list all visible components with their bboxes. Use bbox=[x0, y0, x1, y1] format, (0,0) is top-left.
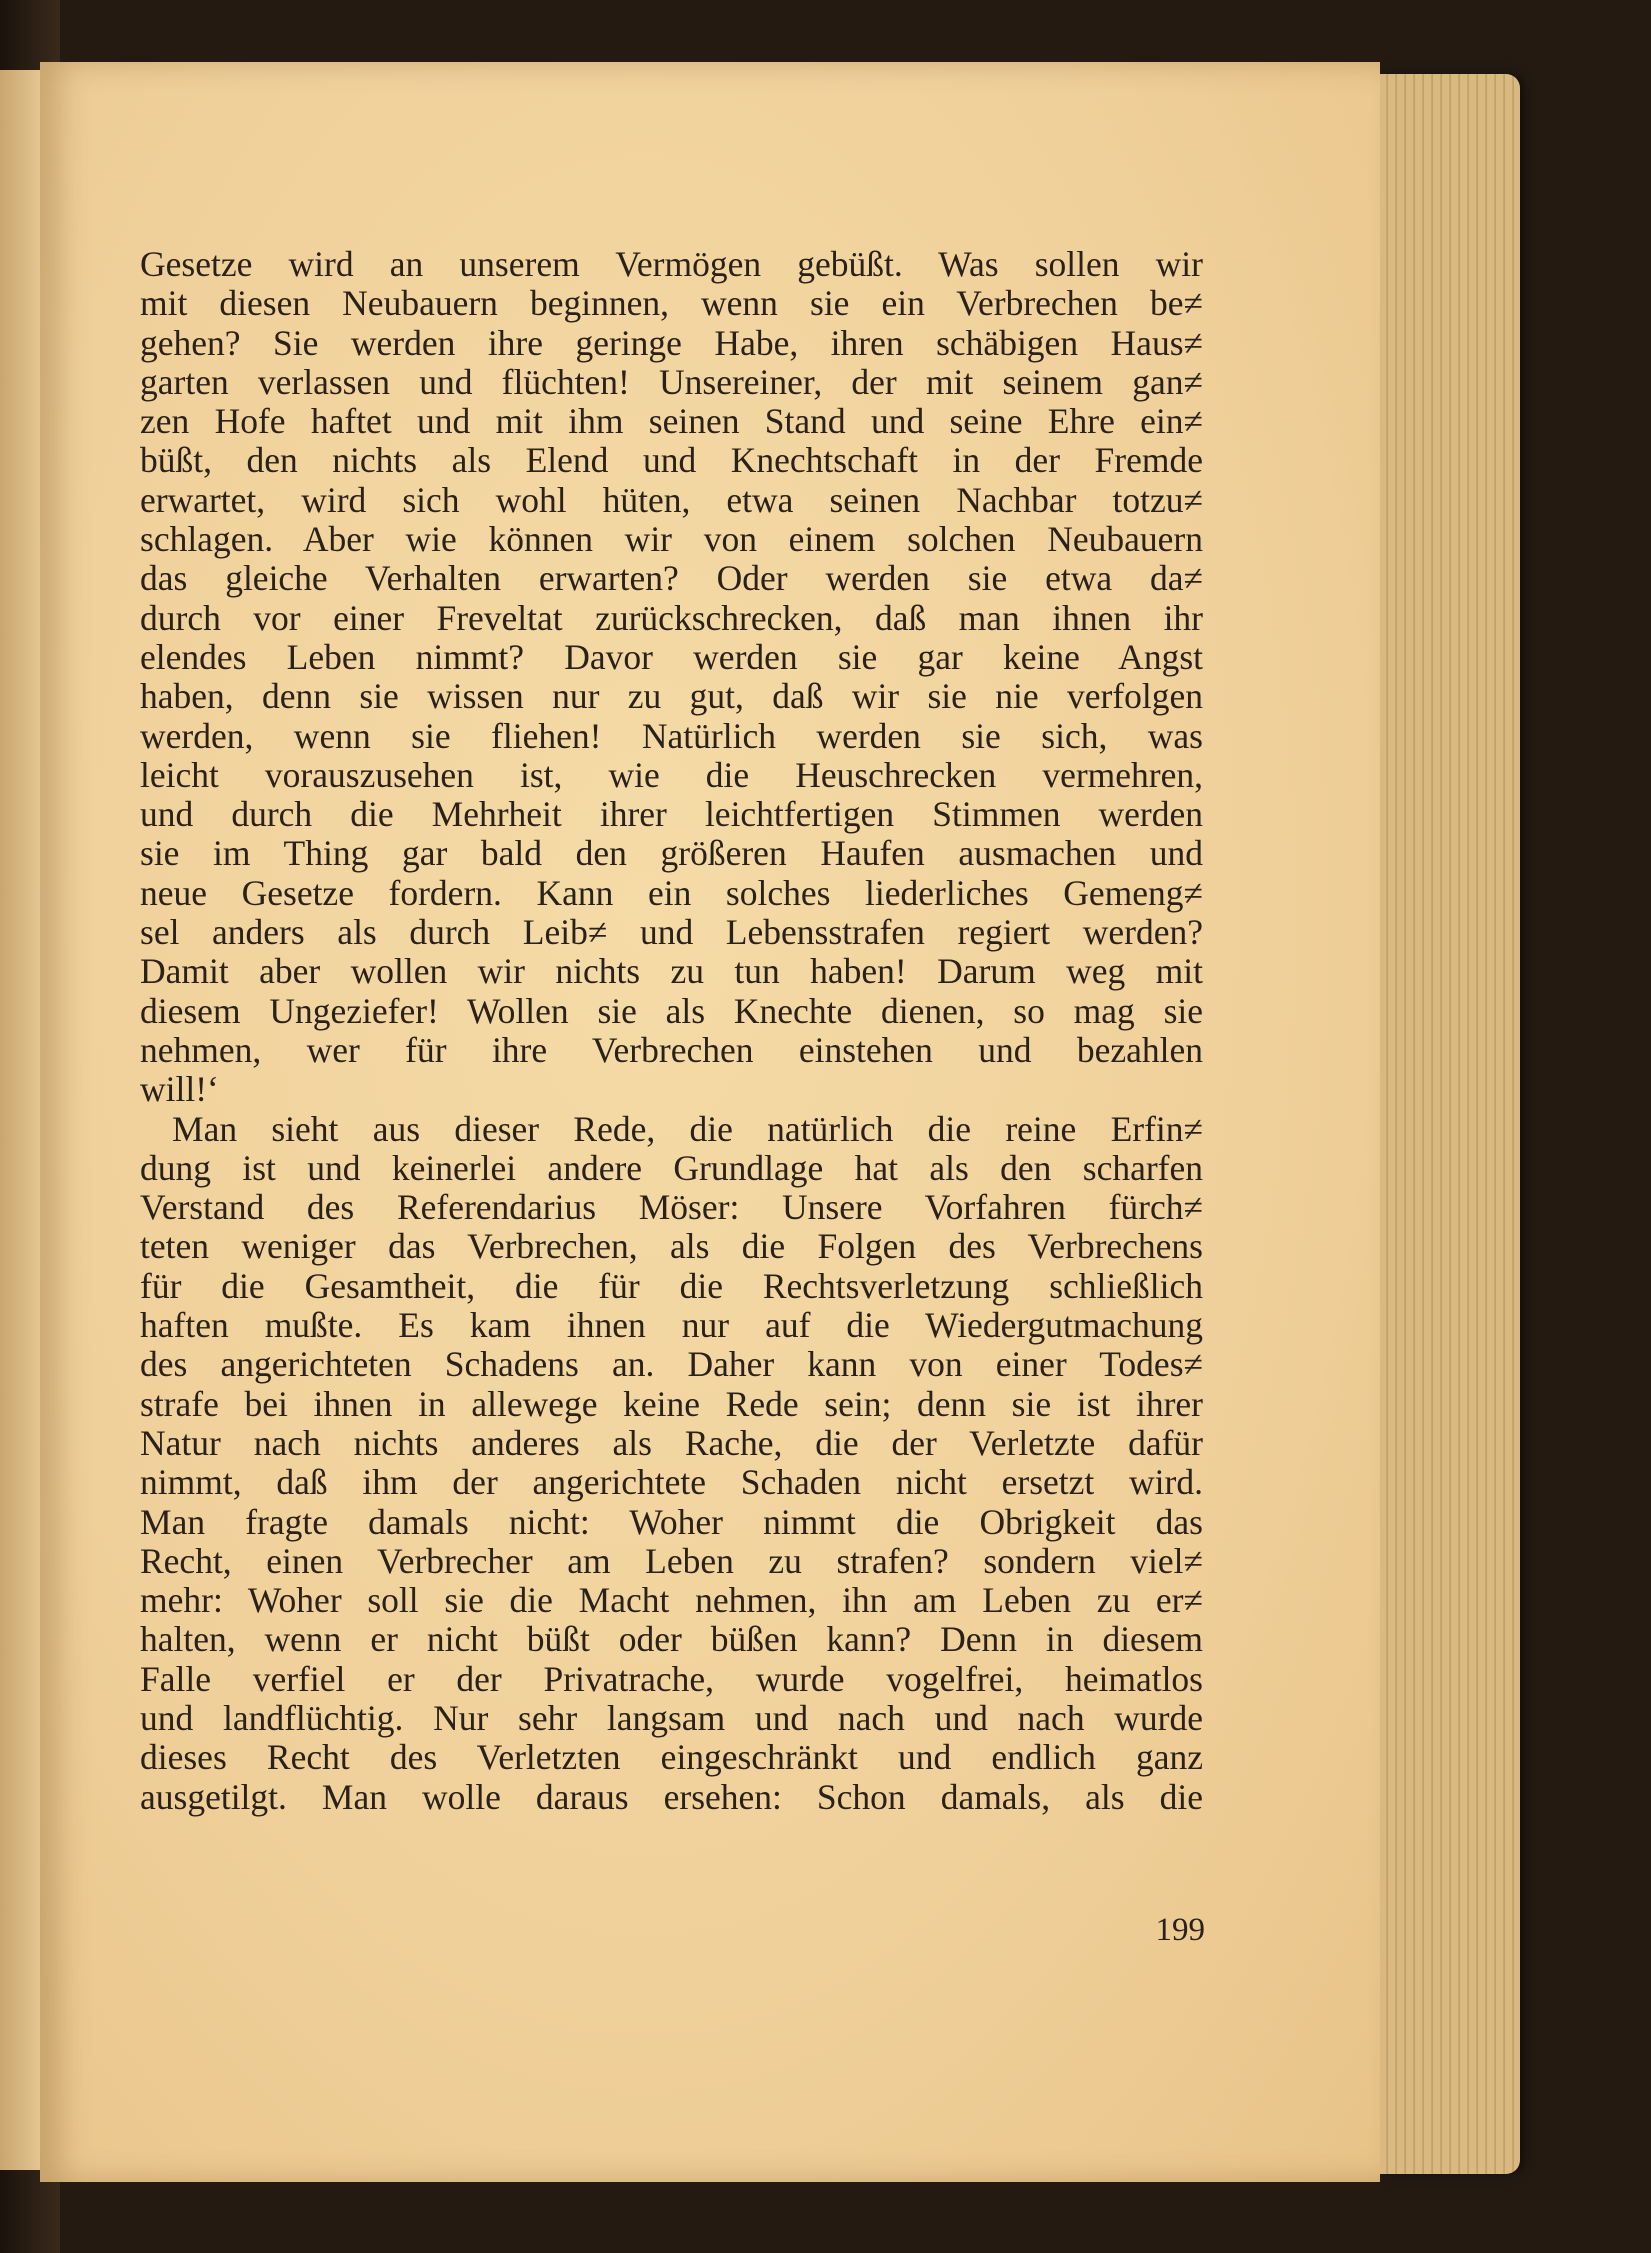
text-line: sel anders als durch Leib≠ und Lebensstrafen regiert werden? bbox=[140, 912, 1203, 953]
text-line: das gleiche Verhalten erwarten? Oder werden sie etwa da≠ bbox=[140, 558, 1203, 599]
text-line: teten weniger das Verbrechen, als die Folgen des Verbrechens bbox=[140, 1226, 1203, 1267]
text-line: elendes Leben nimmt? Davor werden sie gar keine Angst bbox=[140, 636, 1203, 677]
text-line: Natur nach nichts anderes als Rache, die der Verletzte dafür bbox=[140, 1422, 1203, 1463]
text-line: halten, wenn er nicht büßt oder büßen kann? Denn in diesem bbox=[140, 1619, 1203, 1660]
text-line: Recht, einen Verbrecher am Leben zu strafen? sondern viel≠ bbox=[140, 1540, 1203, 1581]
text-line: Man fragte damals nicht: Woher nimmt die Obrigkeit das bbox=[140, 1501, 1203, 1542]
page-stack-edge bbox=[1380, 74, 1520, 2174]
text-line: dieses Recht des Verletzten eingeschränkt und endlich ganz bbox=[140, 1737, 1203, 1778]
text-line: durch vor einer Freveltat zurückschrecken, daß man ihnen ihr bbox=[140, 597, 1203, 638]
text-line: des angerichteten Schadens an. Daher kann von einer Todes≠ bbox=[140, 1344, 1203, 1385]
page-number: 199 bbox=[1155, 1912, 1205, 1948]
text-line: Gesetze wird an unserem Vermögen gebüßt. Was sollen wir bbox=[140, 244, 1203, 284]
text-line: mehr: Woher soll sie die Macht nehmen, ihn am Leben zu er≠ bbox=[140, 1580, 1203, 1621]
text-line: werden, wenn sie fliehen! Natürlich werden sie sich, was bbox=[140, 715, 1203, 756]
text-line: und landflüchtig. Nur sehr langsam und nach und nach wurde bbox=[140, 1697, 1203, 1738]
text-line: neue Gesetze fordern. Kann ein solches liederliches Gemeng≠ bbox=[140, 872, 1203, 913]
text-line: nehmen, wer für ihre Verbrechen einstehen und bezahlen bbox=[140, 1029, 1203, 1070]
text-line: leicht vorauszusehen ist, wie die Heuschrecken vermehren, bbox=[140, 754, 1203, 795]
text-line: zen Hofe haftet und mit ihm seinen Stand und seine Ehre ein≠ bbox=[140, 401, 1203, 442]
text-line: mit diesen Neubauern beginnen, wenn sie ein Verbrechen be≠ bbox=[140, 283, 1203, 324]
text-line: garten verlassen und flüchten! Unsereiner, der mit seinem gan≠ bbox=[140, 361, 1203, 402]
text-line: für die Gesamtheit, die für die Rechtsverletzung schließlich bbox=[140, 1265, 1203, 1306]
page-text bbox=[140, 245, 1203, 1817]
text-line: ausgetilgt. Man wolle daraus ersehen: Schon damals, als die bbox=[140, 1776, 1203, 1817]
text-line: haben, denn sie wissen nur zu gut, daß wir sie nie verfolgen bbox=[140, 676, 1203, 717]
text-line: Verstand des Referendarius Möser: Unsere Vorfahren fürch≠ bbox=[140, 1187, 1203, 1228]
text-line: büßt, den nichts als Elend und Knechtschaft in der Fremde bbox=[140, 440, 1203, 481]
paragraph-first-line: Man sieht aus dieser Rede, die natürlich die reine Erfin≠ bbox=[172, 1108, 1203, 1149]
text-line: dung ist und keinerlei andere Grundlage hat als den scharfen bbox=[140, 1147, 1203, 1188]
text-line: haften mußte. Es kam ihnen nur auf die Wiedergutmachung bbox=[140, 1305, 1203, 1346]
text-line: sie im Thing gar bald den größeren Haufen ausmachen und bbox=[140, 833, 1203, 874]
text-line: schlagen. Aber wie können wir von einem solchen Neubauern bbox=[140, 519, 1203, 560]
text-line: erwartet, wird sich wohl hüten, etwa seinen Nachbar totzu≠ bbox=[140, 479, 1203, 520]
text-line: Falle verfiel er der Privatrache, wurde vogelfrei, heimatlos bbox=[140, 1658, 1203, 1699]
text-line: strafe bei ihnen in allewege keine Rede sein; denn sie ist ihrer bbox=[140, 1383, 1203, 1424]
text-line: Damit aber wollen wir nichts zu tun haben! Darum weg mit bbox=[140, 951, 1203, 992]
text-line: diesem Ungeziefer! Wollen sie als Knechte dienen, so mag sie bbox=[140, 990, 1203, 1031]
text-line: gehen? Sie werden ihre geringe Habe, ihren schäbigen Haus≠ bbox=[140, 322, 1203, 363]
text-line: will!‘ bbox=[140, 1069, 219, 1110]
text-line: nimmt, daß ihm der angerichtete Schaden nicht ersetzt wird. bbox=[140, 1462, 1203, 1503]
text-line: und durch die Mehrheit ihrer leichtfertigen Stimmen werden bbox=[140, 794, 1203, 835]
